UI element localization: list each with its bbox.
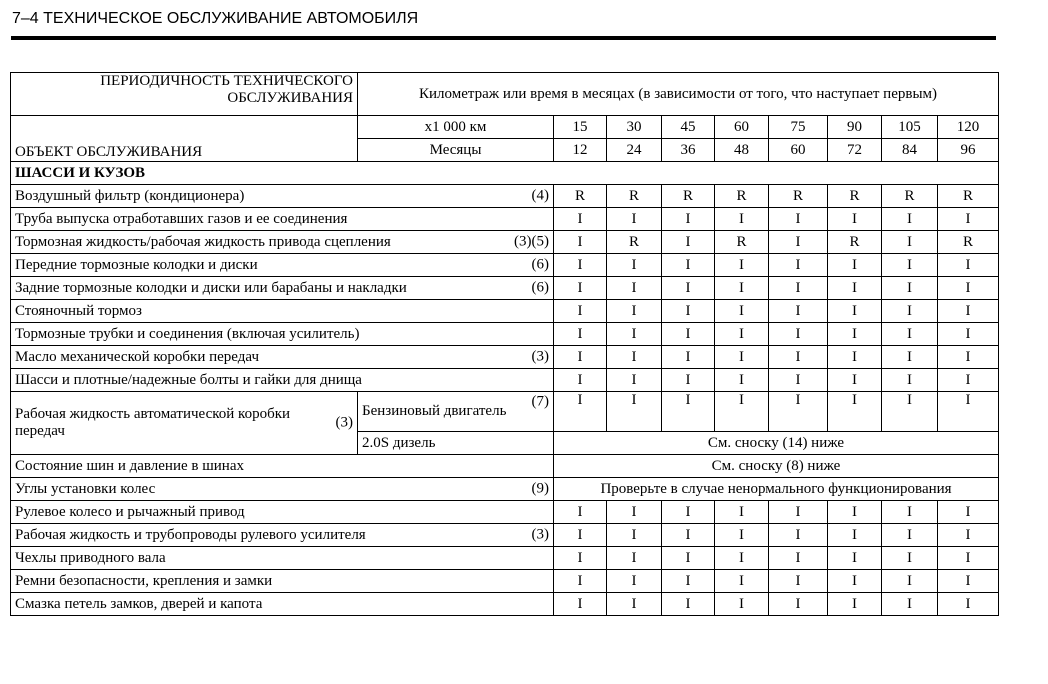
item-label: Рабочая жидкость и трубопроводы рулевого усилителя xyxy=(15,526,366,543)
interval-mark: I xyxy=(662,231,715,254)
month-value: 96 xyxy=(938,139,999,162)
interval-mark: I xyxy=(554,501,607,524)
interval-mark: R xyxy=(607,231,662,254)
interval-mark: I xyxy=(554,547,607,570)
footnote-ref: (3) xyxy=(531,526,549,543)
table-row xyxy=(11,593,999,616)
interval-mark: I xyxy=(607,570,662,593)
interval-mark: I xyxy=(662,501,715,524)
km-value: 60 xyxy=(715,116,769,139)
interval-mark: I xyxy=(769,300,828,323)
interval-mark: I xyxy=(662,300,715,323)
interval-mark: I xyxy=(554,300,607,323)
interval-mark: I xyxy=(828,369,882,392)
interval-mark: I xyxy=(828,593,882,616)
section-row xyxy=(11,162,999,185)
interval-mark: I xyxy=(882,570,938,593)
interval-mark: I xyxy=(769,524,828,547)
table-row xyxy=(11,185,999,208)
interval-mark: I xyxy=(662,570,715,593)
maintenance-schedule-table xyxy=(10,72,999,616)
interval-mark: I xyxy=(769,323,828,346)
item-label-cell xyxy=(11,392,358,455)
interval-mark: I xyxy=(938,346,999,369)
interval-mark: R xyxy=(938,185,999,208)
interval-mark: I xyxy=(828,323,882,346)
interval-mark: I xyxy=(769,277,828,300)
km-label: x1 000 км xyxy=(358,116,554,139)
item-label-cell xyxy=(11,570,554,593)
table-row xyxy=(11,501,999,524)
interval-mark: I xyxy=(607,300,662,323)
footnote-ref: (6) xyxy=(531,279,549,296)
item-label-cell xyxy=(11,277,554,300)
month-value: 60 xyxy=(769,139,828,162)
item-label: Рабочая жидкость автоматической коробки передач xyxy=(15,406,291,439)
month-value: 72 xyxy=(828,139,882,162)
interval-mark: I xyxy=(715,254,769,277)
interval-mark: I xyxy=(938,570,999,593)
interval-mark: I xyxy=(554,346,607,369)
interval-mark: I xyxy=(662,524,715,547)
footnote-ref: (4) xyxy=(531,187,549,204)
footnote-ref: (7) xyxy=(531,393,549,410)
interval-mark: R xyxy=(715,231,769,254)
interval-mark: I xyxy=(769,547,828,570)
item-label-cell xyxy=(11,524,554,547)
interval-mark: I xyxy=(715,392,769,432)
interval-mark: I xyxy=(938,300,999,323)
interval-mark: I xyxy=(938,208,999,231)
interval-mark: I xyxy=(607,277,662,300)
interval-mark: I xyxy=(769,254,828,277)
item-label-cell xyxy=(11,478,554,501)
interval-mark: I xyxy=(882,277,938,300)
interval-mark: I xyxy=(715,208,769,231)
item-label: Шасси и плотные/надежные болты и гайки для днища xyxy=(15,371,362,388)
item-label: Смазка петель замков, дверей и капота xyxy=(15,595,263,612)
interval-mark: I xyxy=(715,570,769,593)
interval-mark: I xyxy=(554,392,607,432)
km-value: 105 xyxy=(882,116,938,139)
interval-mark: I xyxy=(662,346,715,369)
interval-mark: I xyxy=(715,369,769,392)
interval-mark: I xyxy=(882,547,938,570)
item-label-cell xyxy=(11,346,554,369)
interval-mark: I xyxy=(662,277,715,300)
header-row-caption xyxy=(11,73,999,116)
month-value: 84 xyxy=(882,139,938,162)
interval-mark: I xyxy=(715,547,769,570)
km-value: 15 xyxy=(554,116,607,139)
interval-mark: I xyxy=(882,501,938,524)
interval-mark: I xyxy=(715,300,769,323)
interval-mark: I xyxy=(828,501,882,524)
month-value: 36 xyxy=(662,139,715,162)
item-label: Масло механической коробки передач xyxy=(15,348,259,365)
item-label-cell xyxy=(11,185,554,208)
interval-mark: I xyxy=(828,254,882,277)
footnote-ref: (9) xyxy=(531,480,549,497)
interval-mark: I xyxy=(938,392,999,432)
interval-mark: I xyxy=(554,593,607,616)
engine-type-label: 2.0S дизель xyxy=(358,432,554,455)
engine-type-cell xyxy=(358,392,554,432)
interval-mark: I xyxy=(715,277,769,300)
footnote-ref: (3) xyxy=(335,414,353,431)
interval-mark: I xyxy=(882,323,938,346)
interval-mark: I xyxy=(828,570,882,593)
interval-mark: I xyxy=(938,501,999,524)
interval-mark: I xyxy=(938,323,999,346)
interval-mark: I xyxy=(938,593,999,616)
item-label-cell xyxy=(11,369,554,392)
footnote-ref: (3) xyxy=(531,348,549,365)
item-label-cell xyxy=(11,231,554,254)
interval-mark: R xyxy=(554,185,607,208)
item-label: Воздушный фильтр (кондиционера) xyxy=(15,187,245,204)
interval-mark: I xyxy=(607,323,662,346)
interval-mark: I xyxy=(554,231,607,254)
interval-mark: I xyxy=(607,254,662,277)
item-label: Состояние шин и давление в шинах xyxy=(11,455,554,478)
item-label: Углы установки колес xyxy=(15,480,156,497)
km-value: 120 xyxy=(938,116,999,139)
interval-mark: R xyxy=(828,185,882,208)
interval-mark: I xyxy=(554,524,607,547)
interval-mark: I xyxy=(554,254,607,277)
interval-mark: I xyxy=(938,524,999,547)
interval-mark: I xyxy=(882,369,938,392)
item-label: Труба выпуска отработавших газов и ее соединения xyxy=(15,210,348,227)
item-label-cell xyxy=(11,547,554,570)
item-label-cell xyxy=(11,323,554,346)
interval-mark: I xyxy=(828,524,882,547)
header-rule xyxy=(11,36,996,40)
footnote-text: См. сноску (14) ниже xyxy=(554,432,999,455)
km-value: 30 xyxy=(607,116,662,139)
month-value: 12 xyxy=(554,139,607,162)
interval-mark: I xyxy=(607,346,662,369)
interval-mark: R xyxy=(607,185,662,208)
table-row xyxy=(11,369,999,392)
interval-mark: R xyxy=(715,185,769,208)
interval-mark: R xyxy=(938,231,999,254)
interval-mark: I xyxy=(769,501,828,524)
months-label: Месяцы xyxy=(358,139,554,162)
section-title: ШАССИ И КУЗОВ xyxy=(11,162,999,185)
km-value: 90 xyxy=(828,116,882,139)
interval-mark: I xyxy=(828,277,882,300)
interval-mark: I xyxy=(662,593,715,616)
item-label: Ремни безопасности, крепления и замки xyxy=(15,572,273,589)
km-value: 45 xyxy=(662,116,715,139)
table-row xyxy=(11,254,999,277)
interval-mark: I xyxy=(882,208,938,231)
periodicity-label: ПЕРИОДИЧНОСТЬ ТЕХНИЧЕСКОГО ОБСЛУЖИВАНИЯ xyxy=(11,73,358,116)
footnote-text: Проверьте в случае ненормального функционирования xyxy=(554,478,999,501)
interval-mark: I xyxy=(938,369,999,392)
footnote-text: См. сноску (8) ниже xyxy=(554,455,999,478)
interval-mark: I xyxy=(769,231,828,254)
item-label: Чехлы приводного вала xyxy=(15,549,166,566)
interval-mark: I xyxy=(715,593,769,616)
table-row-atf-petrol xyxy=(11,392,999,432)
interval-mark: I xyxy=(607,208,662,231)
table-row xyxy=(11,524,999,547)
interval-mark: I xyxy=(554,208,607,231)
interval-mark: I xyxy=(662,392,715,432)
interval-mark: I xyxy=(715,323,769,346)
item-label-cell xyxy=(11,300,554,323)
interval-mark: I xyxy=(828,547,882,570)
item-label-cell xyxy=(11,208,554,231)
interval-mark: I xyxy=(938,254,999,277)
item-label: Передние тормозные колодки и диски xyxy=(15,256,258,273)
interval-mark: I xyxy=(662,254,715,277)
item-label-cell xyxy=(11,501,554,524)
interval-mark: I xyxy=(715,346,769,369)
interval-mark: I xyxy=(662,547,715,570)
interval-mark: I xyxy=(828,300,882,323)
interval-mark: I xyxy=(882,524,938,547)
month-value: 48 xyxy=(715,139,769,162)
interval-mark: I xyxy=(769,593,828,616)
interval-mark: I xyxy=(554,277,607,300)
interval-mark: I xyxy=(882,254,938,277)
table-row xyxy=(11,455,999,478)
interval-mark: I xyxy=(828,392,882,432)
km-value: 75 xyxy=(769,116,828,139)
interval-mark: I xyxy=(662,208,715,231)
item-label: Тормозная жидкость/рабочая жидкость привода сцепления xyxy=(15,233,391,250)
footnote-ref: (3)(5) xyxy=(514,233,549,250)
interval-mark: I xyxy=(882,231,938,254)
interval-mark: I xyxy=(607,369,662,392)
table-row xyxy=(11,323,999,346)
interval-mark: I xyxy=(607,524,662,547)
interval-mark: I xyxy=(769,346,828,369)
table-row xyxy=(11,208,999,231)
table-row xyxy=(11,570,999,593)
interval-mark: I xyxy=(769,369,828,392)
item-label: Задние тормозные колодки и диски или барабаны и накладки xyxy=(15,279,407,296)
interval-mark: I xyxy=(715,524,769,547)
table-row xyxy=(11,231,999,254)
table-row xyxy=(11,300,999,323)
item-label-cell xyxy=(11,593,554,616)
page-title: 7–4 ТЕХНИЧЕСКОЕ ОБСЛУЖИВАНИЕ АВТОМОБИЛЯ xyxy=(12,10,419,27)
interval-caption: Километраж или время в месяцах (в зависимости от того, что наступает первым) xyxy=(358,73,999,116)
interval-mark: I xyxy=(828,346,882,369)
interval-mark: I xyxy=(554,570,607,593)
interval-mark: I xyxy=(938,547,999,570)
interval-mark: I xyxy=(607,501,662,524)
interval-mark: I xyxy=(769,208,828,231)
table-row xyxy=(11,547,999,570)
footnote-ref: (6) xyxy=(531,256,549,273)
interval-mark: I xyxy=(607,593,662,616)
object-label: ОБЪЕКТ ОБСЛУЖИВАНИЯ xyxy=(11,116,358,162)
interval-mark: I xyxy=(882,392,938,432)
header-row-km xyxy=(11,116,999,139)
interval-mark: R xyxy=(828,231,882,254)
interval-mark: R xyxy=(882,185,938,208)
interval-mark: I xyxy=(882,346,938,369)
item-label: Рулевое колесо и рычажный привод xyxy=(15,503,245,520)
interval-mark: I xyxy=(554,369,607,392)
interval-mark: I xyxy=(882,300,938,323)
item-label: Стояночный тормоз xyxy=(15,302,142,319)
interval-mark: R xyxy=(662,185,715,208)
table-row xyxy=(11,346,999,369)
interval-mark: I xyxy=(769,570,828,593)
engine-type-label: Бензиновый двигатель xyxy=(362,403,507,419)
interval-mark: I xyxy=(938,277,999,300)
item-label: Тормозные трубки и соединения (включая усилитель) xyxy=(15,325,360,342)
interval-mark: I xyxy=(554,323,607,346)
interval-mark: I xyxy=(828,208,882,231)
interval-mark: R xyxy=(769,185,828,208)
table-row xyxy=(11,478,999,501)
interval-mark: I xyxy=(769,392,828,432)
month-value: 24 xyxy=(607,139,662,162)
item-label-cell xyxy=(11,254,554,277)
interval-mark: I xyxy=(607,392,662,432)
interval-mark: I xyxy=(607,547,662,570)
interval-mark: I xyxy=(715,501,769,524)
interval-mark: I xyxy=(662,369,715,392)
interval-mark: I xyxy=(882,593,938,616)
table-row xyxy=(11,277,999,300)
page-header xyxy=(11,8,996,40)
interval-mark: I xyxy=(662,323,715,346)
